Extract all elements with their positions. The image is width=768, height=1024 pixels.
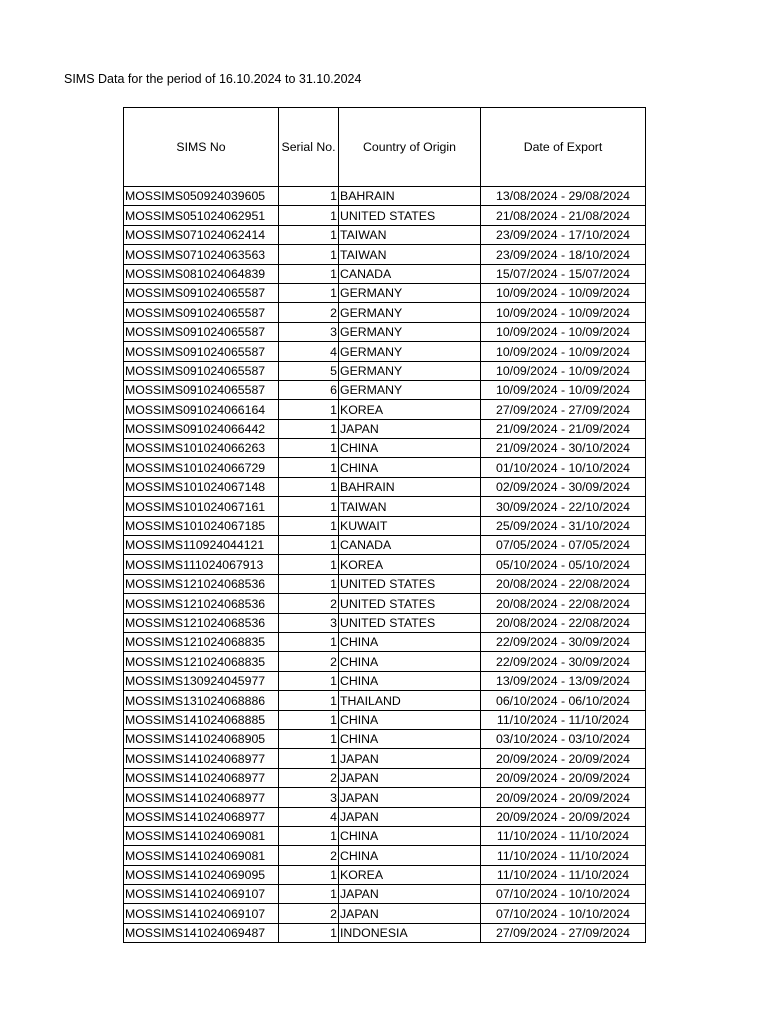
- sims-no-cell: MOSSIMS091024066164: [124, 400, 279, 419]
- table-row: [124, 885, 646, 904]
- export-date-cell: 10/09/2024 - 10/09/2024: [481, 303, 646, 322]
- export-date-cell: 11/10/2024 - 11/10/2024: [481, 710, 646, 729]
- country-cell: GERMANY: [339, 361, 481, 380]
- export-date-cell: 13/09/2024 - 13/09/2024: [481, 671, 646, 690]
- country-cell: CHINA: [339, 439, 481, 458]
- export-date-cell: 23/09/2024 - 18/10/2024: [481, 245, 646, 264]
- sims-no-cell: MOSSIMS131024068886: [124, 691, 279, 710]
- export-date-cell: 07/05/2024 - 07/05/2024: [481, 536, 646, 555]
- country-cell: JAPAN: [339, 807, 481, 826]
- serial-no-cell: 1: [279, 749, 339, 768]
- export-date-cell: 20/09/2024 - 20/09/2024: [481, 807, 646, 826]
- sims-no-cell: MOSSIMS081024064839: [124, 264, 279, 283]
- sims-no-cell: MOSSIMS121024068835: [124, 632, 279, 651]
- sims-no-cell: MOSSIMS101024067148: [124, 477, 279, 496]
- sims-no-cell: MOSSIMS091024065587: [124, 342, 279, 361]
- serial-no-cell: 1: [279, 826, 339, 845]
- sims-no-cell: MOSSIMS121024068835: [124, 652, 279, 671]
- export-date-cell: 11/10/2024 - 11/10/2024: [481, 846, 646, 865]
- export-date-cell: 15/07/2024 - 15/07/2024: [481, 264, 646, 283]
- country-cell: TAIWAN: [339, 225, 481, 244]
- export-date-cell: 27/09/2024 - 27/09/2024: [481, 923, 646, 942]
- sims-no-cell: MOSSIMS091024065587: [124, 322, 279, 341]
- serial-no-cell: 2: [279, 594, 339, 613]
- serial-no-cell: 1: [279, 245, 339, 264]
- export-date-cell: 21/08/2024 - 21/08/2024: [481, 206, 646, 225]
- table-row: [124, 536, 646, 555]
- sims-no-cell: MOSSIMS071024063563: [124, 245, 279, 264]
- country-cell: GERMANY: [339, 283, 481, 302]
- table-row: [124, 380, 646, 399]
- country-cell: CHINA: [339, 671, 481, 690]
- sims-data-table: [123, 107, 646, 943]
- serial-no-cell: 1: [279, 923, 339, 942]
- export-date-cell: 10/09/2024 - 10/09/2024: [481, 322, 646, 341]
- table-row: [124, 923, 646, 942]
- table-row: [124, 691, 646, 710]
- country-cell: CHINA: [339, 458, 481, 477]
- sims-no-cell: MOSSIMS050924039605: [124, 187, 279, 206]
- serial-no-cell: 1: [279, 536, 339, 555]
- table-row: [124, 206, 646, 225]
- serial-no-cell: 1: [279, 400, 339, 419]
- export-date-cell: 10/09/2024 - 10/09/2024: [481, 342, 646, 361]
- export-date-cell: 03/10/2024 - 03/10/2024: [481, 729, 646, 748]
- table-row: [124, 904, 646, 923]
- sims-no-cell: MOSSIMS121024068536: [124, 613, 279, 632]
- serial-no-cell: 1: [279, 691, 339, 710]
- table-row: [124, 303, 646, 322]
- serial-no-cell: 2: [279, 846, 339, 865]
- serial-no-cell: 5: [279, 361, 339, 380]
- sims-no-cell: MOSSIMS091024065587: [124, 283, 279, 302]
- serial-no-cell: 1: [279, 419, 339, 438]
- country-cell: UNITED STATES: [339, 613, 481, 632]
- country-cell: GERMANY: [339, 322, 481, 341]
- export-date-cell: 10/09/2024 - 10/09/2024: [481, 361, 646, 380]
- serial-no-cell: 1: [279, 574, 339, 593]
- serial-no-cell: 3: [279, 613, 339, 632]
- sims-no-cell: MOSSIMS091024065587: [124, 303, 279, 322]
- serial-no-cell: 4: [279, 342, 339, 361]
- sims-no-cell: MOSSIMS091024065587: [124, 380, 279, 399]
- export-date-cell: 10/09/2024 - 10/09/2024: [481, 380, 646, 399]
- export-date-cell: 25/09/2024 - 31/10/2024: [481, 516, 646, 535]
- serial-no-cell: 1: [279, 885, 339, 904]
- sims-no-cell: MOSSIMS111024067913: [124, 555, 279, 574]
- serial-no-cell: 4: [279, 807, 339, 826]
- table-row: [124, 632, 646, 651]
- country-cell: KOREA: [339, 555, 481, 574]
- country-cell: CHINA: [339, 710, 481, 729]
- table-row: [124, 245, 646, 264]
- sims-no-cell: MOSSIMS130924045977: [124, 671, 279, 690]
- export-date-cell: 20/08/2024 - 22/08/2024: [481, 613, 646, 632]
- table-row: [124, 458, 646, 477]
- table-row: [124, 710, 646, 729]
- sims-no-cell: MOSSIMS141024068977: [124, 749, 279, 768]
- country-cell: THAILAND: [339, 691, 481, 710]
- table-row: [124, 419, 646, 438]
- sims-no-cell: MOSSIMS141024069081: [124, 846, 279, 865]
- sims-no-cell: MOSSIMS141024069081: [124, 826, 279, 845]
- table-row: [124, 594, 646, 613]
- serial-no-cell: 1: [279, 283, 339, 302]
- sims-no-cell: MOSSIMS101024066263: [124, 439, 279, 458]
- country-cell: CHINA: [339, 729, 481, 748]
- sims-no-cell: MOSSIMS071024062414: [124, 225, 279, 244]
- table-row: [124, 497, 646, 516]
- country-cell: JAPAN: [339, 419, 481, 438]
- country-cell: INDONESIA: [339, 923, 481, 942]
- table-row: [124, 322, 646, 341]
- country-cell: CANADA: [339, 536, 481, 555]
- serial-no-cell: 1: [279, 206, 339, 225]
- serial-no-cell: 1: [279, 729, 339, 748]
- serial-no-cell: 1: [279, 497, 339, 516]
- export-date-cell: 21/09/2024 - 21/09/2024: [481, 419, 646, 438]
- page-title: SIMS Data for the period of 16.10.2024 to 31.10.2024: [64, 72, 362, 86]
- export-date-cell: 07/10/2024 - 10/10/2024: [481, 904, 646, 923]
- export-date-cell: 21/09/2024 - 30/10/2024: [481, 439, 646, 458]
- export-date-cell: 22/09/2024 - 30/09/2024: [481, 652, 646, 671]
- table-row: [124, 807, 646, 826]
- country-cell: CHINA: [339, 846, 481, 865]
- table-row: [124, 613, 646, 632]
- table-row: [124, 264, 646, 283]
- table-body: [124, 187, 646, 943]
- export-date-cell: 01/10/2024 - 10/10/2024: [481, 458, 646, 477]
- country-cell: JAPAN: [339, 749, 481, 768]
- table-row: [124, 865, 646, 884]
- country-cell: TAIWAN: [339, 245, 481, 264]
- sims-no-cell: MOSSIMS141024068885: [124, 710, 279, 729]
- country-cell: GERMANY: [339, 342, 481, 361]
- sims-no-cell: MOSSIMS101024066729: [124, 458, 279, 477]
- country-cell: UNITED STATES: [339, 594, 481, 613]
- serial-no-cell: 1: [279, 710, 339, 729]
- sims-no-cell: MOSSIMS141024068905: [124, 729, 279, 748]
- table-row: [124, 671, 646, 690]
- column-header-country-of-origin: Country of Origin: [339, 108, 481, 187]
- sims-no-cell: MOSSIMS141024069095: [124, 865, 279, 884]
- serial-no-cell: 1: [279, 555, 339, 574]
- country-cell: CHINA: [339, 652, 481, 671]
- country-cell: UNITED STATES: [339, 574, 481, 593]
- serial-no-cell: 6: [279, 380, 339, 399]
- sims-no-cell: MOSSIMS141024068977: [124, 788, 279, 807]
- sims-no-cell: MOSSIMS051024062951: [124, 206, 279, 225]
- export-date-cell: 10/09/2024 - 10/09/2024: [481, 283, 646, 302]
- serial-no-cell: 1: [279, 187, 339, 206]
- sims-no-cell: MOSSIMS141024069107: [124, 885, 279, 904]
- export-date-cell: 27/09/2024 - 27/09/2024: [481, 400, 646, 419]
- table-row: [124, 439, 646, 458]
- serial-no-cell: 1: [279, 225, 339, 244]
- table-row: [124, 574, 646, 593]
- country-cell: CHINA: [339, 826, 481, 845]
- sims-no-cell: MOSSIMS141024068977: [124, 768, 279, 787]
- table-row: [124, 729, 646, 748]
- export-date-cell: 11/10/2024 - 11/10/2024: [481, 826, 646, 845]
- serial-no-cell: 1: [279, 632, 339, 651]
- serial-no-cell: 1: [279, 439, 339, 458]
- export-date-cell: 22/09/2024 - 30/09/2024: [481, 632, 646, 651]
- sims-no-cell: MOSSIMS121024068536: [124, 574, 279, 593]
- sims-no-cell: MOSSIMS141024069487: [124, 923, 279, 942]
- serial-no-cell: 2: [279, 768, 339, 787]
- sims-no-cell: MOSSIMS110924044121: [124, 536, 279, 555]
- export-date-cell: 20/09/2024 - 20/09/2024: [481, 788, 646, 807]
- country-cell: KOREA: [339, 400, 481, 419]
- export-date-cell: 11/10/2024 - 11/10/2024: [481, 865, 646, 884]
- serial-no-cell: 3: [279, 322, 339, 341]
- table-row: [124, 846, 646, 865]
- country-cell: JAPAN: [339, 885, 481, 904]
- sims-no-cell: MOSSIMS101024067161: [124, 497, 279, 516]
- table-header-row: [124, 108, 646, 187]
- country-cell: JAPAN: [339, 768, 481, 787]
- table-row: [124, 749, 646, 768]
- table-row: [124, 225, 646, 244]
- table-row: [124, 768, 646, 787]
- export-date-cell: 20/08/2024 - 22/08/2024: [481, 574, 646, 593]
- export-date-cell: 06/10/2024 - 06/10/2024: [481, 691, 646, 710]
- sims-no-cell: MOSSIMS121024068536: [124, 594, 279, 613]
- serial-no-cell: 3: [279, 788, 339, 807]
- serial-no-cell: 1: [279, 516, 339, 535]
- column-header-date-of-export: Date of Export: [481, 108, 646, 187]
- country-cell: KUWAIT: [339, 516, 481, 535]
- serial-no-cell: 1: [279, 477, 339, 496]
- country-cell: KOREA: [339, 865, 481, 884]
- country-cell: JAPAN: [339, 904, 481, 923]
- table-row: [124, 400, 646, 419]
- country-cell: JAPAN: [339, 788, 481, 807]
- export-date-cell: 30/09/2024 - 22/10/2024: [481, 497, 646, 516]
- country-cell: GERMANY: [339, 380, 481, 399]
- sims-no-cell: MOSSIMS091024066442: [124, 419, 279, 438]
- sims-no-cell: MOSSIMS091024065587: [124, 361, 279, 380]
- table-row: [124, 826, 646, 845]
- table-row: [124, 555, 646, 574]
- sims-no-cell: MOSSIMS141024069107: [124, 904, 279, 923]
- column-header-sims-no: SIMS No: [124, 108, 279, 187]
- table-row: [124, 342, 646, 361]
- sims-no-cell: MOSSIMS141024068977: [124, 807, 279, 826]
- table-row: [124, 361, 646, 380]
- serial-no-cell: 2: [279, 904, 339, 923]
- serial-no-cell: 1: [279, 458, 339, 477]
- serial-no-cell: 2: [279, 652, 339, 671]
- export-date-cell: 02/09/2024 - 30/09/2024: [481, 477, 646, 496]
- export-date-cell: 07/10/2024 - 10/10/2024: [481, 885, 646, 904]
- country-cell: CHINA: [339, 632, 481, 651]
- table-row: [124, 283, 646, 302]
- country-cell: BAHRAIN: [339, 477, 481, 496]
- export-date-cell: 20/08/2024 - 22/08/2024: [481, 594, 646, 613]
- country-cell: TAIWAN: [339, 497, 481, 516]
- serial-no-cell: 2: [279, 303, 339, 322]
- sims-no-cell: MOSSIMS101024067185: [124, 516, 279, 535]
- export-date-cell: 13/08/2024 - 29/08/2024: [481, 187, 646, 206]
- table-row: [124, 477, 646, 496]
- country-cell: BAHRAIN: [339, 187, 481, 206]
- export-date-cell: 23/09/2024 - 17/10/2024: [481, 225, 646, 244]
- export-date-cell: 05/10/2024 - 05/10/2024: [481, 555, 646, 574]
- column-header-serial-no: Serial No.: [279, 108, 339, 187]
- country-cell: CANADA: [339, 264, 481, 283]
- table-row: [124, 516, 646, 535]
- serial-no-cell: 1: [279, 671, 339, 690]
- serial-no-cell: 1: [279, 865, 339, 884]
- table-row: [124, 788, 646, 807]
- table-row: [124, 187, 646, 206]
- country-cell: GERMANY: [339, 303, 481, 322]
- table-row: [124, 652, 646, 671]
- serial-no-cell: 1: [279, 264, 339, 283]
- export-date-cell: 20/09/2024 - 20/09/2024: [481, 768, 646, 787]
- country-cell: UNITED STATES: [339, 206, 481, 225]
- export-date-cell: 20/09/2024 - 20/09/2024: [481, 749, 646, 768]
